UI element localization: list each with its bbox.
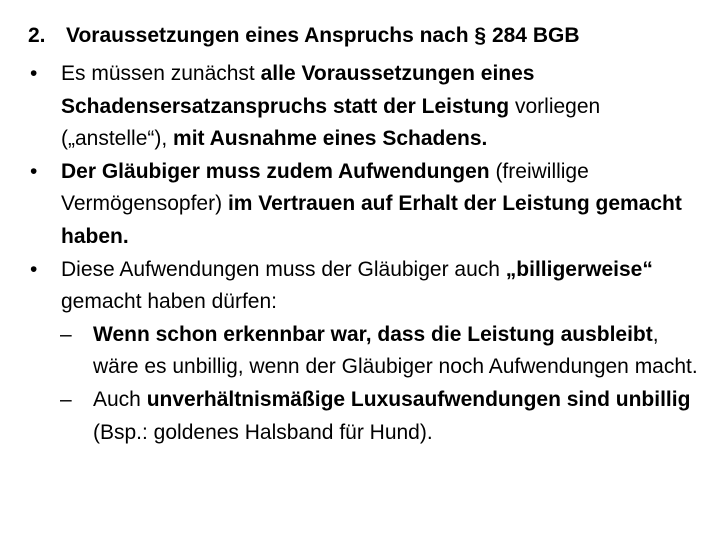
bullet-3-text-2: „billigerweise“ xyxy=(505,257,653,281)
bullet-1-text-4: mit Ausnahme eines Schadens. xyxy=(173,127,488,151)
bullet-marker: • xyxy=(30,62,38,85)
bullet-item-1 xyxy=(28,58,700,156)
subbullet-1-text-1: Wenn schon erkennbar war, dass die Leistung ausbleibt xyxy=(93,322,653,346)
subbullet-item-2 xyxy=(28,384,700,449)
bullet-item-3 xyxy=(28,254,700,319)
bullet-list xyxy=(28,58,700,449)
subbullet-2-text-1: Auch xyxy=(93,387,147,411)
title-text: Voraussetzungen eines Anspruchs nach § 284 BGB xyxy=(66,24,580,47)
bullet-2-text-2: (freiwillige Vermögensopfer) xyxy=(61,159,589,216)
bullet-1-text-3: vorliegen („anstelle“), xyxy=(61,94,601,151)
bullet-1-text-2: alle Voraussetzungen eines Schadensersatzanspruchs statt der Leistung xyxy=(61,62,535,118)
bullet-2-text-3: im Vertrauen auf Erhalt der Leistung gemacht haben. xyxy=(61,192,682,248)
title-number: 2. xyxy=(28,24,46,47)
subbullet-2-text-3: (Bsp.: goldenes Halsband für Hund). xyxy=(93,420,433,444)
bullet-3-text-1: Diese Aufwendungen muss der Gläubiger auch xyxy=(61,257,506,281)
bullet-3-text-3: gemacht haben dürfen: xyxy=(61,290,277,314)
bullet-item-2 xyxy=(28,156,700,254)
slide-title xyxy=(28,20,580,52)
bullet-marker: • xyxy=(30,159,38,183)
dash-marker: – xyxy=(60,387,72,411)
dash-marker: – xyxy=(60,322,72,346)
bullet-2-text-1: Der Gläubiger muss zudem Aufwendungen xyxy=(61,159,490,183)
bullet-1-text-1: Es müssen zunächst xyxy=(61,62,261,85)
subbullet-2-text-2: unverhältnismäßige Luxusaufwendungen sind unbillig xyxy=(146,387,691,411)
subbullet-1-text-2: , wäre es unbillig, wenn der Gläubiger noch Aufwendungen macht. xyxy=(93,322,698,379)
subbullet-item-1 xyxy=(28,319,700,384)
bullet-marker: • xyxy=(30,257,38,281)
